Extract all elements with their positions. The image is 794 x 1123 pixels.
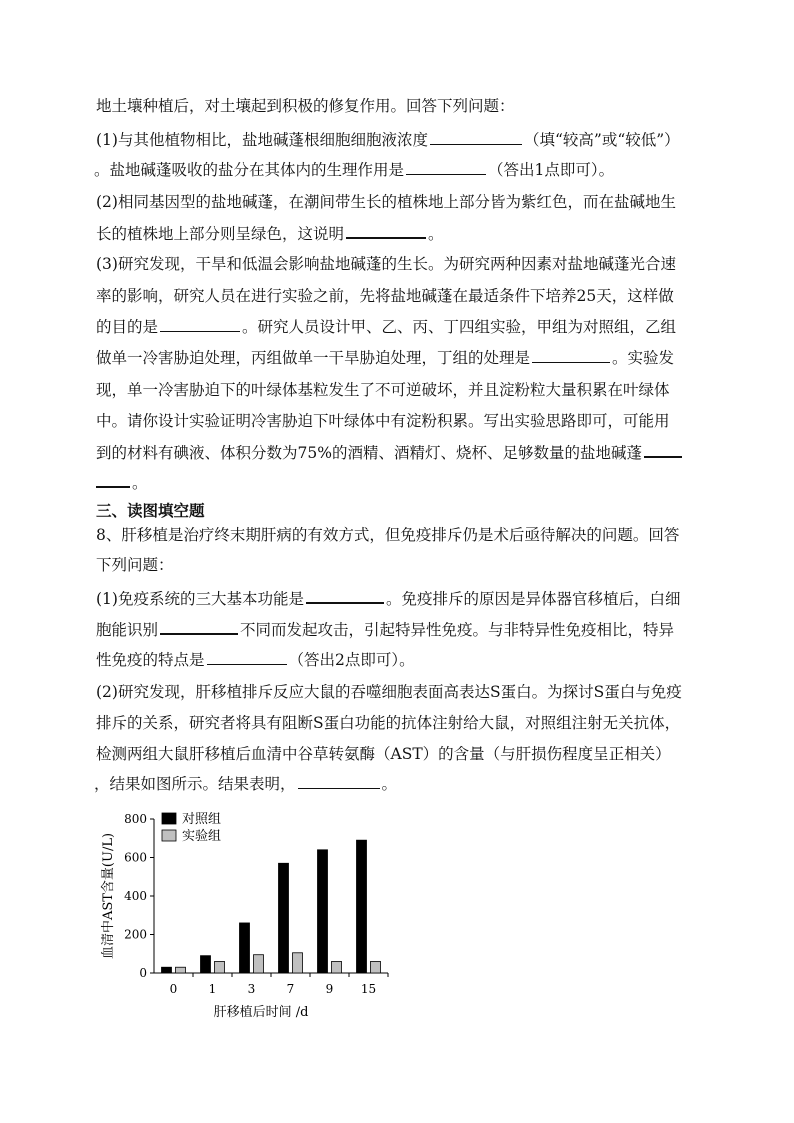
ast-bar-chart [90, 805, 410, 1030]
bar-experimental [332, 961, 342, 973]
text: 长的植株地上部分则呈绿色，这说明 [96, 225, 345, 243]
question-2-line [96, 192, 676, 212]
legend-swatch [162, 813, 176, 824]
bar-experimental [215, 961, 225, 973]
text-line [96, 411, 670, 431]
text: (2)研究发现，肝移植排斥反应大鼠的吞噬细胞表面高表达S蛋白。为探讨S蛋白与免疫 [96, 683, 682, 701]
text: 做单一冷害胁迫处理，丙组做单一干旱胁迫处理，丁组的处理是 [96, 349, 531, 367]
y-tick-label: 400 [124, 889, 147, 903]
text-line [96, 619, 674, 640]
text-line [96, 650, 415, 670]
bar-control [318, 850, 328, 973]
text-line [96, 472, 148, 493]
x-tick-label: 3 [247, 982, 256, 996]
text-line [96, 682, 682, 702]
bar-control [162, 967, 172, 973]
text: 地土壤种植后，对土壤起到积极的修复作用。回答下列问题： [96, 97, 515, 115]
x-tick-label: 9 [325, 982, 334, 996]
text: 不同而发起攻击，引起特异性免疫。与非特异性免疫相比，特异 [240, 621, 675, 639]
text: 。免疫排斥的原因是异体器官移植后，白细 [385, 590, 681, 608]
text: 。 [428, 225, 444, 243]
text-line [94, 774, 397, 794]
bar-control [201, 956, 211, 973]
text-line [96, 286, 674, 306]
text: (1)免疫系统的三大基本功能是 [96, 590, 304, 608]
x-tick-label: 1 [208, 982, 217, 996]
text: (1)与其他植物相比，盐地碱蓬根细胞细胞液浓度 [96, 131, 428, 149]
text: 排斥的关系，研究者将具有阻断S蛋白功能的抗体注射给大鼠，对照组注射无关抗体， [96, 714, 681, 732]
answer-blank[interactable] [346, 223, 426, 239]
answer-blank[interactable] [532, 348, 610, 363]
text-line [96, 348, 674, 368]
answer-blank[interactable] [406, 160, 486, 175]
x-axis-label: 肝移植后时间 /d [213, 1005, 309, 1020]
answer-blank[interactable] [298, 774, 380, 789]
text: 。 [132, 474, 148, 492]
y-axis-label: 血清中AST含量(U/L) [101, 832, 116, 960]
text: 检测两组大鼠肝移植后血清中谷草转氨酶（AST）的含量（与肝损伤程度呈正相关） [96, 745, 671, 763]
text: 。盐地碱蓬吸收的盐分在其体内的生理作用是 [94, 161, 405, 179]
legend-label: 实验组 [182, 829, 222, 844]
text-line [96, 442, 684, 463]
text: (3)研究发现，干旱和低温会影响盐地碱蓬的生长。为研究两种因素对盐地碱蓬光合速 [96, 255, 676, 273]
text: 到的材料有碘液、体积分数为75%的酒精、酒精灯、烧杯、足够数量的盐地碱蓬 [96, 444, 642, 462]
bar-experimental [371, 961, 381, 973]
text-line [94, 160, 614, 180]
section-heading [96, 501, 205, 521]
bar-experimental [293, 953, 303, 973]
text-line [96, 744, 671, 764]
text: 下列问题： [96, 556, 174, 574]
bar-experimental [176, 967, 186, 973]
text: ，结果如图所示。结果表明， [94, 775, 296, 793]
y-tick-label: 0 [139, 966, 147, 980]
legend-label: 对照组 [182, 812, 222, 827]
text: 中。请你设计实验证明冷害胁迫下叶绿体中有淀粉积累。写出实验思路即可，可能用 [96, 412, 670, 430]
text-line [96, 96, 515, 116]
text: 8、肝移植是治疗终末期肝病的有效方式，但免疫排斥仍是术后亟待解决的问题。回答 [96, 526, 680, 544]
answer-blank[interactable] [160, 619, 238, 635]
y-tick-label: 600 [124, 850, 147, 865]
answer-blank[interactable] [207, 650, 287, 665]
text: （答出2点即可）。 [288, 651, 415, 669]
x-tick-label: 15 [360, 982, 377, 996]
answer-blank[interactable] [160, 317, 240, 332]
question-1-line [96, 130, 680, 150]
text: （答出1点即可）。 [488, 161, 615, 179]
text: 率的影响，研究人员在进行实验之前，先将盐地碱蓬在最适条件下培养25天，这样做 [96, 287, 674, 305]
text: 性免疫的特点是 [96, 651, 205, 669]
x-tick-label: 0 [169, 982, 178, 996]
answer-blank-continued[interactable] [96, 472, 130, 488]
text-line [96, 223, 444, 244]
text: 。 [381, 775, 398, 793]
text-line [96, 713, 680, 733]
answer-blank[interactable] [306, 588, 384, 604]
bar-control [357, 840, 367, 973]
text: 现，单一冷害胁迫下的叶绿体基粒发生了不可逆破坏，并且淀粉粒大量积累在叶绿体 [96, 381, 670, 399]
question-8-line [96, 525, 679, 545]
question-3-line [96, 254, 676, 274]
text: 三、读图填空题 [96, 501, 205, 520]
text-line [96, 555, 174, 575]
text: 的目的是 [96, 318, 159, 336]
text-line [96, 317, 676, 337]
answer-blank[interactable] [644, 442, 682, 458]
answer-blank[interactable] [430, 130, 522, 145]
legend-swatch [162, 830, 176, 841]
text: （填“较高”或“较低”） [523, 131, 680, 149]
y-tick-label: 800 [124, 812, 147, 826]
text: 胞能识别 [96, 621, 159, 639]
text: 。实验发 [612, 349, 675, 367]
text-line [96, 588, 680, 609]
bar-experimental [254, 955, 264, 973]
text: 。研究人员设计甲、乙、丙、丁四组实验，甲组为对照组，乙组 [242, 318, 677, 336]
y-tick-label: 200 [124, 927, 147, 942]
bar-control [240, 923, 250, 973]
x-tick-label: 7 [286, 982, 295, 996]
text: (2)相同基因型的盐地碱蓬，在潮间带生长的植株地上部分皆为紫红色，而在盐碱地生 [96, 193, 676, 211]
bar-control [279, 863, 289, 973]
text-line [96, 380, 670, 400]
